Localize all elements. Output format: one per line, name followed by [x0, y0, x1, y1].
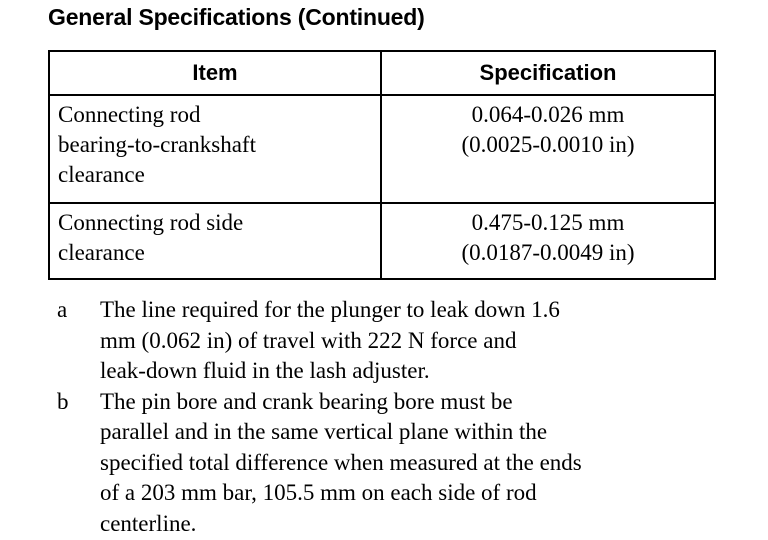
- footnotes: [57, 295, 747, 539]
- page-title: General Specifications (Continued): [48, 4, 425, 30]
- item-text: Connecting rod bearing-to-crankshaft clearance: [58, 102, 256, 187]
- column-header-specification: Specification: [381, 51, 715, 95]
- footnote-b: [57, 387, 747, 540]
- footnote-marker: b: [57, 388, 69, 414]
- footnote-marker: a: [57, 297, 68, 322]
- footnote-text: The line required for the plunger to leak down 1.6 mm (0.062 in) of travel with 222 N force and leak-down fluid in the lash adjuster.: [100, 297, 560, 383]
- table-row: [49, 95, 715, 203]
- specifications-table: [48, 50, 716, 280]
- item-text: Connecting rod side clearance: [58, 210, 244, 265]
- item-cell: [49, 95, 381, 203]
- specification-text: 0.475-0.125 mm (0.0187-0.0049 in): [461, 210, 635, 265]
- specification-cell: [381, 95, 715, 203]
- item-cell: [49, 203, 381, 279]
- column-header-item: Item: [49, 51, 381, 95]
- specification-text: 0.064-0.026 mm (0.0025-0.0010 in): [461, 102, 635, 157]
- footnote-text: The pin bore and crank bearing bore must be parallel and in the same vertical plane within the specified total difference when measured at the ends of a 203 mm bar, 105.5 mm on each side of rod centerline.: [100, 388, 582, 536]
- table-row: [49, 203, 715, 279]
- table-header-row: [49, 51, 715, 95]
- specification-cell: [381, 203, 715, 279]
- footnote-a: [57, 295, 747, 387]
